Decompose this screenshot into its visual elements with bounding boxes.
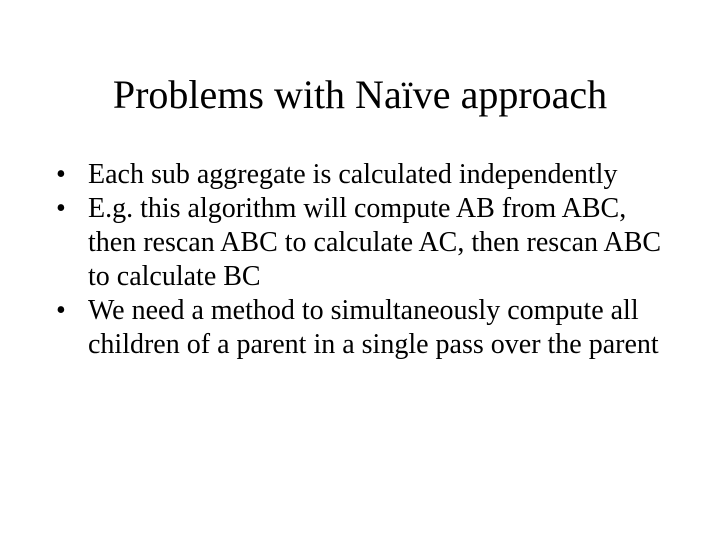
bullet-text-1: Each sub aggregate is calculated independently [88,159,618,190]
bullet-item-2 [56,192,676,294]
bullet-item-3 [56,294,676,362]
bullet-text-2: E.g. this algorithm will compute AB from ABC, then rescan ABC to calculate AC, then rescan ABC to calculate BC [88,193,662,292]
bullet-item-1 [56,158,676,192]
bullet-text-3: We need a method to simultaneously compute all children of a parent in a single pass over the parent [88,295,659,360]
bullet-list [56,158,676,362]
bullet-icon: • [56,159,66,190]
slide-title: Problems with Naïve approach [112,72,608,117]
bullet-icon: • [56,193,66,224]
bullet-icon: • [56,295,66,326]
